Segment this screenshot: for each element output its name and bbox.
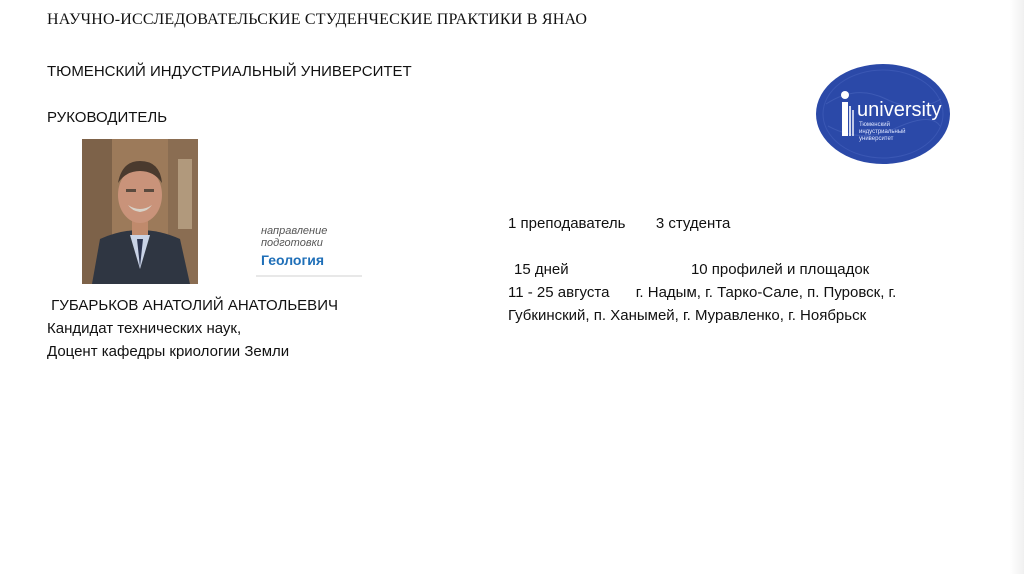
university-name: ТЮМЕНСКИЙ ИНДУСТРИАЛЬНЫЙ УНИВЕРСИТЕТ bbox=[47, 63, 412, 80]
leader-info bbox=[47, 294, 338, 363]
logo-sub-3: университет bbox=[859, 136, 894, 142]
students-count: 3 студента bbox=[655, 215, 731, 232]
places-line-1: г. Надым, г. Тарко-Сале, п. Пуровск, г. bbox=[635, 284, 897, 301]
slide-edge bbox=[1010, 0, 1024, 574]
leader-name: ГУБАРЬКОВ АНАТОЛИЙ АНАТОЛЬЕВИЧ bbox=[51, 297, 338, 314]
days-count: 15 дней bbox=[514, 261, 569, 278]
leader-photo bbox=[82, 139, 198, 284]
leader-degree: Кандидат технических наук, bbox=[47, 320, 242, 337]
logo-word: university bbox=[857, 99, 942, 121]
dates-row bbox=[508, 281, 978, 304]
badge-label-direction: направление bbox=[261, 225, 328, 237]
badge-label-training: подготовки bbox=[261, 237, 323, 249]
leader-position: Доцент кафедры криологии Земли bbox=[47, 343, 290, 360]
logo-sub-1: Тюменский bbox=[859, 122, 890, 128]
duration-row bbox=[508, 258, 978, 281]
practice-stats bbox=[508, 212, 978, 327]
slide-title: НАУЧНО-ИССЛЕДОВАТЕЛЬСКИЕ СТУДЕНЧЕСКИЕ ПРАКТИКИ В ЯНАО bbox=[47, 11, 588, 28]
badge-field-name: Геология bbox=[261, 252, 325, 268]
teachers-count: 1 преподаватель bbox=[508, 215, 626, 232]
practice-dates: 11 - 25 августа bbox=[508, 284, 610, 301]
role-heading: РУКОВОДИТЕЛЬ bbox=[47, 109, 168, 126]
profiles-count: 10 профилей и площадок bbox=[690, 261, 870, 278]
participants-row bbox=[508, 212, 978, 235]
places-line-2: Губкинский, п. Ханымей, г. Муравленко, г. Ноябрьск bbox=[508, 307, 867, 324]
direction-badge bbox=[256, 219, 362, 279]
logo-sub-2: индустриальный bbox=[859, 129, 906, 135]
university-logo bbox=[816, 64, 950, 164]
badge-underline bbox=[256, 275, 362, 277]
